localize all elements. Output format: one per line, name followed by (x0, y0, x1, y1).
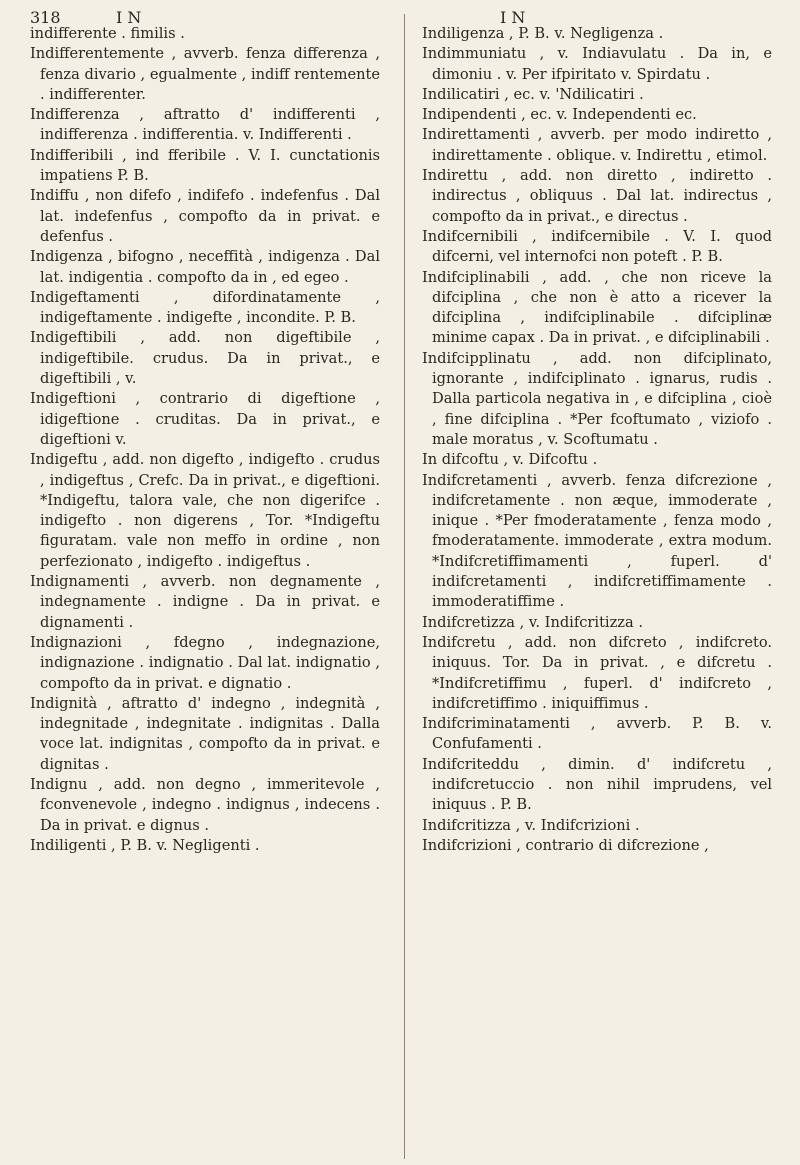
dictionary-entry: Indifferenza , aftratto d' indifferenti , indifferenza . indifferentia. v. Indifferenti . (30, 106, 380, 144)
column-divider (404, 14, 405, 1159)
dictionary-entry: Indigeftibili , add. non digeftibile , indigeftibile. crudus. Da in privat., e digeftibili , v. (30, 329, 380, 388)
dictionary-entry: Indilicatiri , ec. v. 'Ndilicatiri . (422, 85, 644, 103)
dictionary-entry: Indifcipplinatu , add. non difciplinato, ignorante , indifciplinato . ignarus, rudis . Dalla particola negativa in , e difciplina , cioè , fine difciplina . *Per fcoftumato , viziofo . male moratus , v. Scoftumatu . (422, 349, 772, 448)
dictionary-entry: Indignità , aftratto d' indegno , indegnità , indegnitade , indegnitate . indignitas . Dalla voce lat. indignitas , compofto da in privat. e dignitas . (30, 694, 380, 773)
dictionary-entry: Indifcretizza , v. Indifcritizza . (422, 613, 643, 631)
dictionary-entry: Indignamenti , avverb. non degnamente , indegnamente . indigne . Da in privat. e dignamenti . (30, 573, 380, 631)
dictionary-entry: Indignazioni , fdegno , indegnazione, indignazione . indignatio . Dal lat. indignatio , compofto da in privat. e dignatio . (30, 633, 380, 692)
right-column (422, 24, 772, 856)
left-column (30, 24, 380, 856)
dictionary-entry: Indifcernibili , indifcernibile . V. I. quod difcerni, vel internofci non poteft . P. B. (422, 227, 772, 266)
dictionary-entry: Indirettu , add. non diretto , indiretto . indirectus , obliquus . Dal lat. indirectus , compofto da in privat., e directus . (422, 167, 772, 225)
dictionary-entry: Indimmuniatu , v. Indiavulatu . Da in, e dimoniu . v. Per ifpiritato v. Spirdatu . (422, 45, 772, 83)
dictionary-entry: Indifcretamenti , avverb. fenza difcrezione , indifcretamente . non æque, immoderate , inique . *Per fmoderatamente , fenza modo , fmoderatamente. immoderate , extra modum. *Indifcretiffimamenti , fuperl. d' indifcretamenti , indifcretiffimamente . immoderatiffime . (422, 471, 772, 611)
dictionary-entry: Indiligenti , P. B. v. Negligenti . (30, 836, 260, 854)
dictionary-entry: Indirettamenti , avverb. per modo indiretto , indirettamente . oblique. v. Indirettu , etimol. (422, 126, 772, 164)
dictionary-entry: Indifcrizioni , contrario di difcrezione , (422, 836, 709, 854)
dictionary-entry: Indiffu , non difefo , indifefo . indefenfus . Dal lat. indefenfus , compofto da in privat. e defenfus . (30, 187, 380, 245)
dictionary-entry: Indifcretu , add. non difcreto , indifcreto. iniquus. Tor. Da in privat. , e difcretu . *Indifcretiffimu , fuperl. d' indifcreto , indifcretiffimo . iniquiffimus . (422, 633, 772, 712)
right-guide-word: I N (500, 8, 526, 27)
dictionary-entry: Indigeftu , add. non digefto , indigefto . crudus , indigeftus , Crefc. Da in privat., e digeftioni. *Indigeftu, talora vale, che non digerifce . indigefto . non digerens , Tor. *Indigeftu figuratam. vale non meffo in ordine , non perfezionato , indigefto . indigeftus . (30, 451, 380, 570)
dictionary-entry: indifferente . fimilis . (30, 25, 185, 42)
left-guide-word: I N (116, 8, 142, 27)
dictionary-entry: Indifcritizza , v. Indifcrizioni . (422, 816, 640, 834)
dictionary-entry: Indifferentemente , avverb. fenza differenza , fenza divario , egualmente , indiff rentemente . indifferenter. (30, 45, 380, 103)
dictionary-entry: Indifcriteddu , dimin. d' indifcretu , indifcretuccio . non nihil imprudens, vel iniquus . P. B. (422, 755, 772, 814)
dictionary-entry: Indigenza , bifogno , neceffità , indigenza . Dal lat. indigentia . compofto da in , ed egeo . (30, 248, 380, 286)
dictionary-entry: Indipendenti , ec. v. Independenti ec. (422, 106, 697, 124)
dictionary-entry: Indiligenza , P. B. v. Negligenza . (422, 25, 664, 42)
dictionary-entry: Indignu , add. non degno , immeritevole , fconvenevole , indegno . indignus , indecens . Da in privat. e dignus . (30, 775, 380, 834)
dictionary-entry: Indigeftamenti , difordinatamente , indigeftamente . indigefte , incondite. P. B. (30, 288, 380, 327)
dictionary-entry: Indifciplinabili , add. , che non riceve la difciplina , che non è atto a ricever la difciplina , indifciplinabile . difciplinæ minime capax . Da in privat. , e difciplinabili . (422, 268, 772, 347)
dictionary-entry: Indifcriminatamenti , avverb. P. B. v. Confufamenti . (422, 715, 772, 753)
page-number: 318 (30, 8, 61, 27)
dictionary-entry: Indifferibili , ind fferibile . V. I. cunctationis impatiens P. B. (30, 146, 380, 185)
dictionary-entry: Indigeftioni , contrario di digeftione , idigeftione . cruditas. Da in privat., e digeftioni v. (30, 390, 380, 448)
dictionary-entry: In difcoftu , v. Difcoftu . (422, 451, 598, 469)
